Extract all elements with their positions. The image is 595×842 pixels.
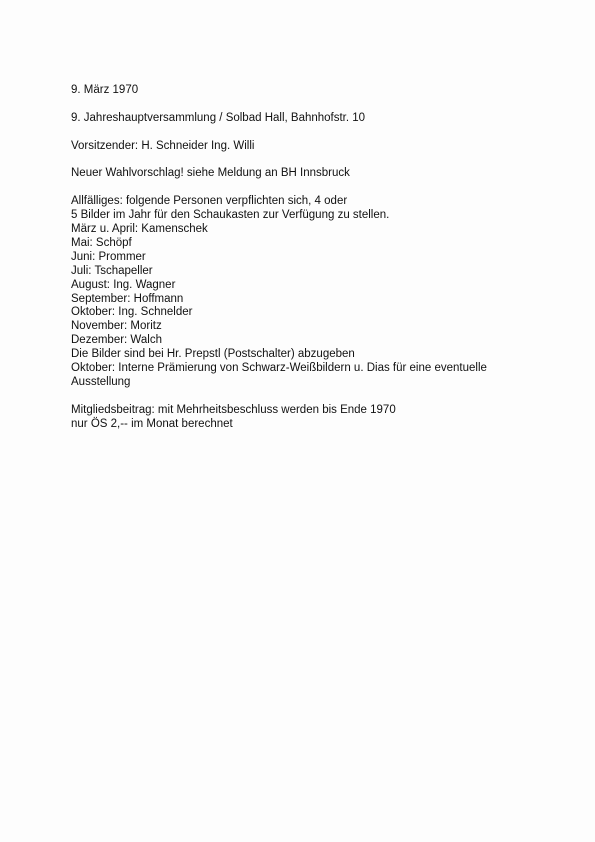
fee-section — [71, 404, 551, 432]
october-note-line-2: Ausstellung — [71, 375, 131, 388]
meeting-line — [71, 112, 551, 126]
misc-intro-line-2: 5 Bilder im Jahr für den Schaukasten zur Verfügung zu stellen. — [71, 209, 390, 222]
fee-line-2: nur ÖS 2,-- im Monat berechnet — [71, 417, 233, 430]
schedule-item: Dezember: Walch — [71, 334, 162, 347]
notice-line — [71, 167, 551, 181]
delivery-note: Die Bilder sind bei Hr. Prepstl (Postschalter) abzugeben — [71, 348, 355, 361]
october-note-line-1: Oktober: Interne Prämierung von Schwarz-Weißbildern u. Dias für eine eventuelle — [71, 362, 487, 375]
schedule-item: März u. April: Kamenschek — [71, 223, 208, 235]
chair-text: Vorsitzender: H. Schneider Ing. Willi — [71, 139, 255, 152]
schedule-item: Mai: Schöpf — [71, 236, 132, 249]
date-text: 9. März 1970 — [71, 84, 139, 96]
schedule-item: November: Moritz — [71, 320, 162, 333]
date-line — [71, 84, 551, 98]
schedule-item: Oktober: Ing. Schnelder — [71, 306, 193, 319]
misc-section — [71, 195, 551, 390]
meeting-text: 9. Jahreshauptversammlung / Solbad Hall, Bahnhofstr. 10 — [71, 111, 366, 124]
chair-line — [71, 140, 551, 154]
notice-text: Neuer Wahlvorschlag! siehe Meldung an BH Innsbruck — [71, 167, 350, 180]
schedule-item: Juni: Prommer — [71, 250, 146, 263]
misc-intro-line-1: Allfälliges: folgende Personen verpflichten sich, 4 oder — [71, 195, 348, 208]
schedule-item: September: Hoffmann — [71, 292, 184, 305]
fee-line-1: Mitgliedsbeitrag: mit Mehrheitsbeschluss werden bis Ende 1970 — [71, 403, 396, 416]
schedule-item: August: Ing. Wagner — [71, 278, 176, 291]
document-body — [71, 84, 551, 445]
schedule-item: Juli: Tschapeller — [71, 264, 153, 277]
